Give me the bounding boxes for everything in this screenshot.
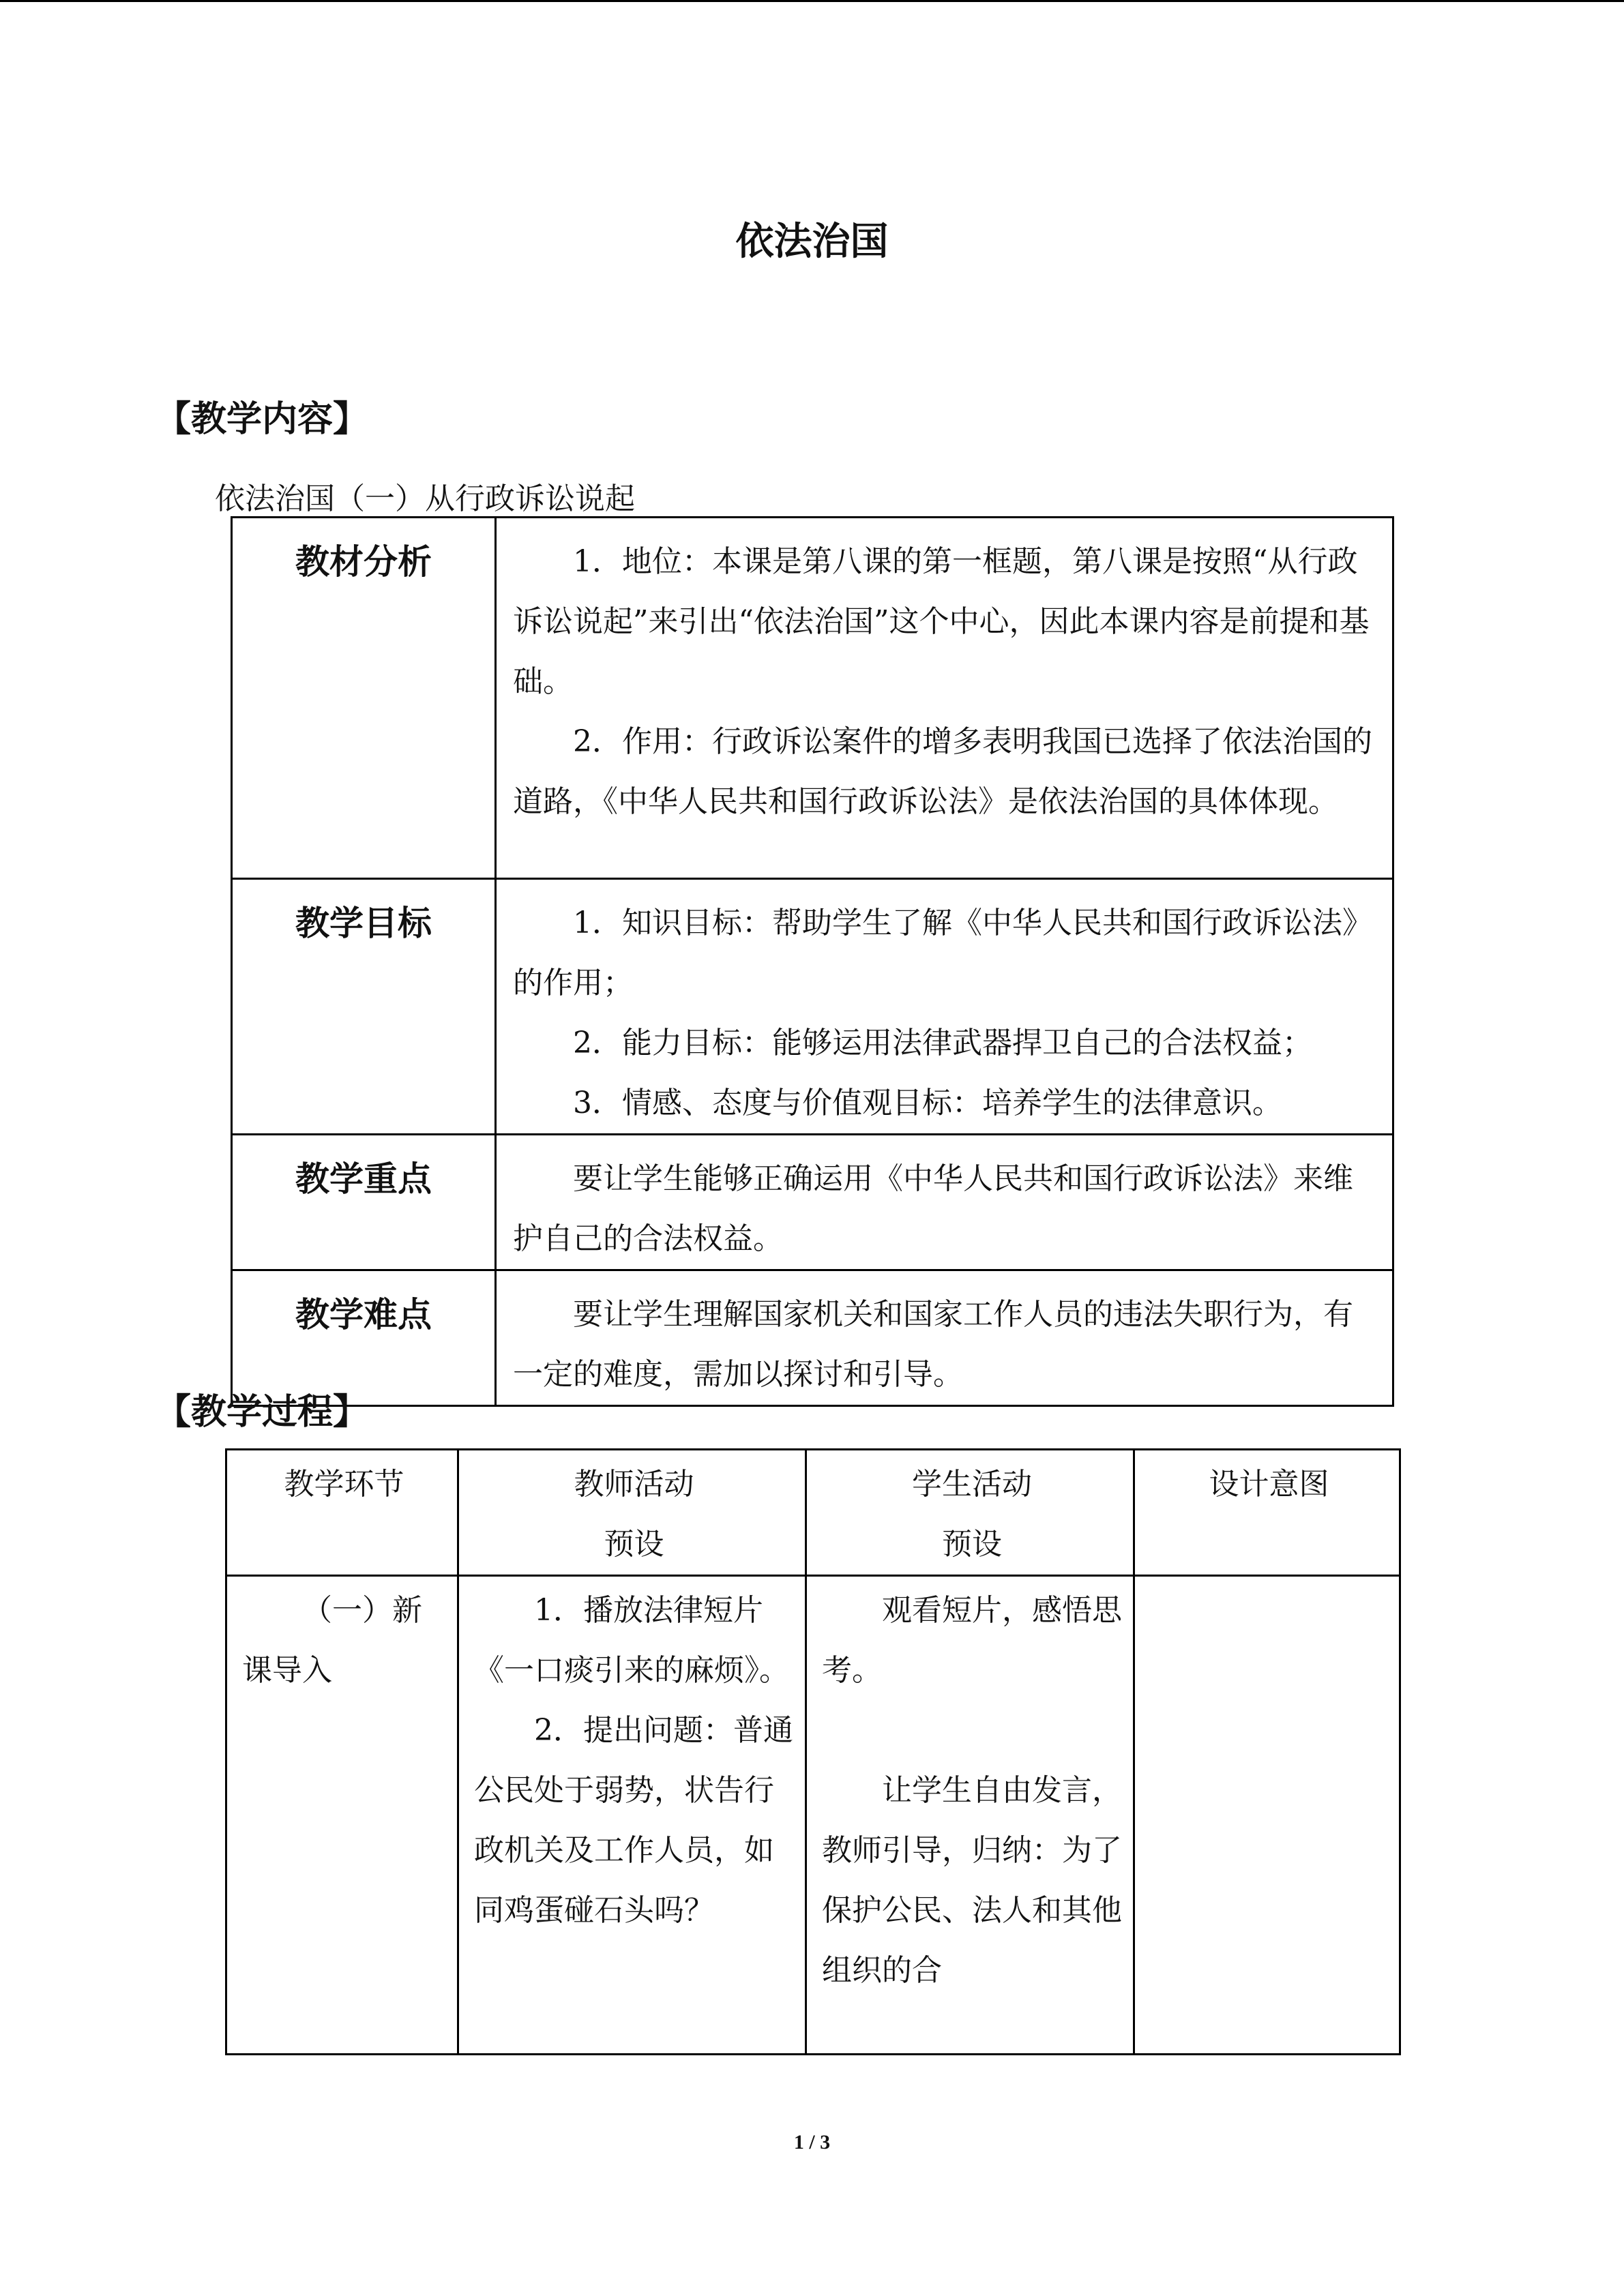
paragraph: 2．作用：行政诉讼案件的增多表明我国已选择了依法治国的道路，《中华人民共和国行政诉讼法》是依法治国的具体体现。	[513, 724, 1372, 819]
teacher-activity-cell: 1．播放法律短片《一口痰引来的麻烦》。 2．提出问题：普通公民处于弱势，状告行政机关及工作人员，如同鸡蛋碰石头吗？	[458, 1576, 806, 2055]
row-label: 教学目标	[232, 879, 496, 1135]
row-content	[496, 1270, 1393, 1406]
row-label: 教学难点	[232, 1270, 496, 1406]
paragraph: 1．知识目标：帮助学生了解《中华人民共和国行政诉讼法》的作用；	[513, 906, 1372, 1000]
table-row	[232, 1135, 1393, 1270]
paragraph: 3．情感、态度与价值观目标：培养学生的法律意识。	[573, 1086, 1282, 1120]
row-label: 教材分析	[232, 518, 496, 879]
table-row	[232, 518, 1393, 879]
section-heading-process: 【教学过程】	[156, 1392, 369, 1433]
table-row	[232, 879, 1393, 1135]
stage-cell: （一）新课导入	[226, 1576, 458, 2055]
paragraph: 要让学生理解国家机关和国家工作人员的违法失职行为，有一定的难度，需加以探讨和引导。	[513, 1297, 1353, 1392]
row-content	[496, 879, 1393, 1135]
design-intent-cell	[1134, 1576, 1400, 2055]
paragraph: 2．能力目标：能够运用法律武器捍卫自己的合法权益；	[573, 1026, 1312, 1060]
row-content	[496, 1135, 1393, 1270]
header-cell: 设计意图	[1134, 1450, 1400, 1576]
row-content	[496, 518, 1393, 879]
header-cell: 教师活动 预设	[458, 1450, 806, 1576]
row-label: 教学重点	[232, 1135, 496, 1270]
page-number: 1 / 3	[793, 2131, 831, 2153]
process-table	[225, 1448, 1401, 2055]
page-title: 依法治国	[735, 220, 889, 264]
section-heading-content: 【教学内容】	[156, 399, 369, 440]
paragraph: 要让学生能够正确运用《中华人民共和国行政诉讼法》来维护自己的合法权益。	[513, 1161, 1353, 1256]
lesson-subtitle: 依法治国（一）从行政诉讼说起	[215, 481, 635, 516]
header-cell: 学生活动 预设	[806, 1450, 1134, 1576]
table-row	[226, 1576, 1400, 2055]
table-header-row	[226, 1450, 1400, 1576]
paragraph: 1．地位：本课是第八课的第一框题，第八课是按照“从行政诉讼说起”来引出“依法治国”这个中心，因此本课内容是前提和基础。	[513, 544, 1370, 699]
header-cell: 教学环节	[226, 1450, 458, 1576]
content-table	[231, 516, 1394, 1407]
student-activity-cell: 观看短片，感悟思考。 让学生自由发言，教师引导，归纳：为了保护公民、法人和其他组织的合	[806, 1576, 1134, 2055]
top-border-line	[0, 0, 1624, 2]
table-row	[232, 1270, 1393, 1406]
